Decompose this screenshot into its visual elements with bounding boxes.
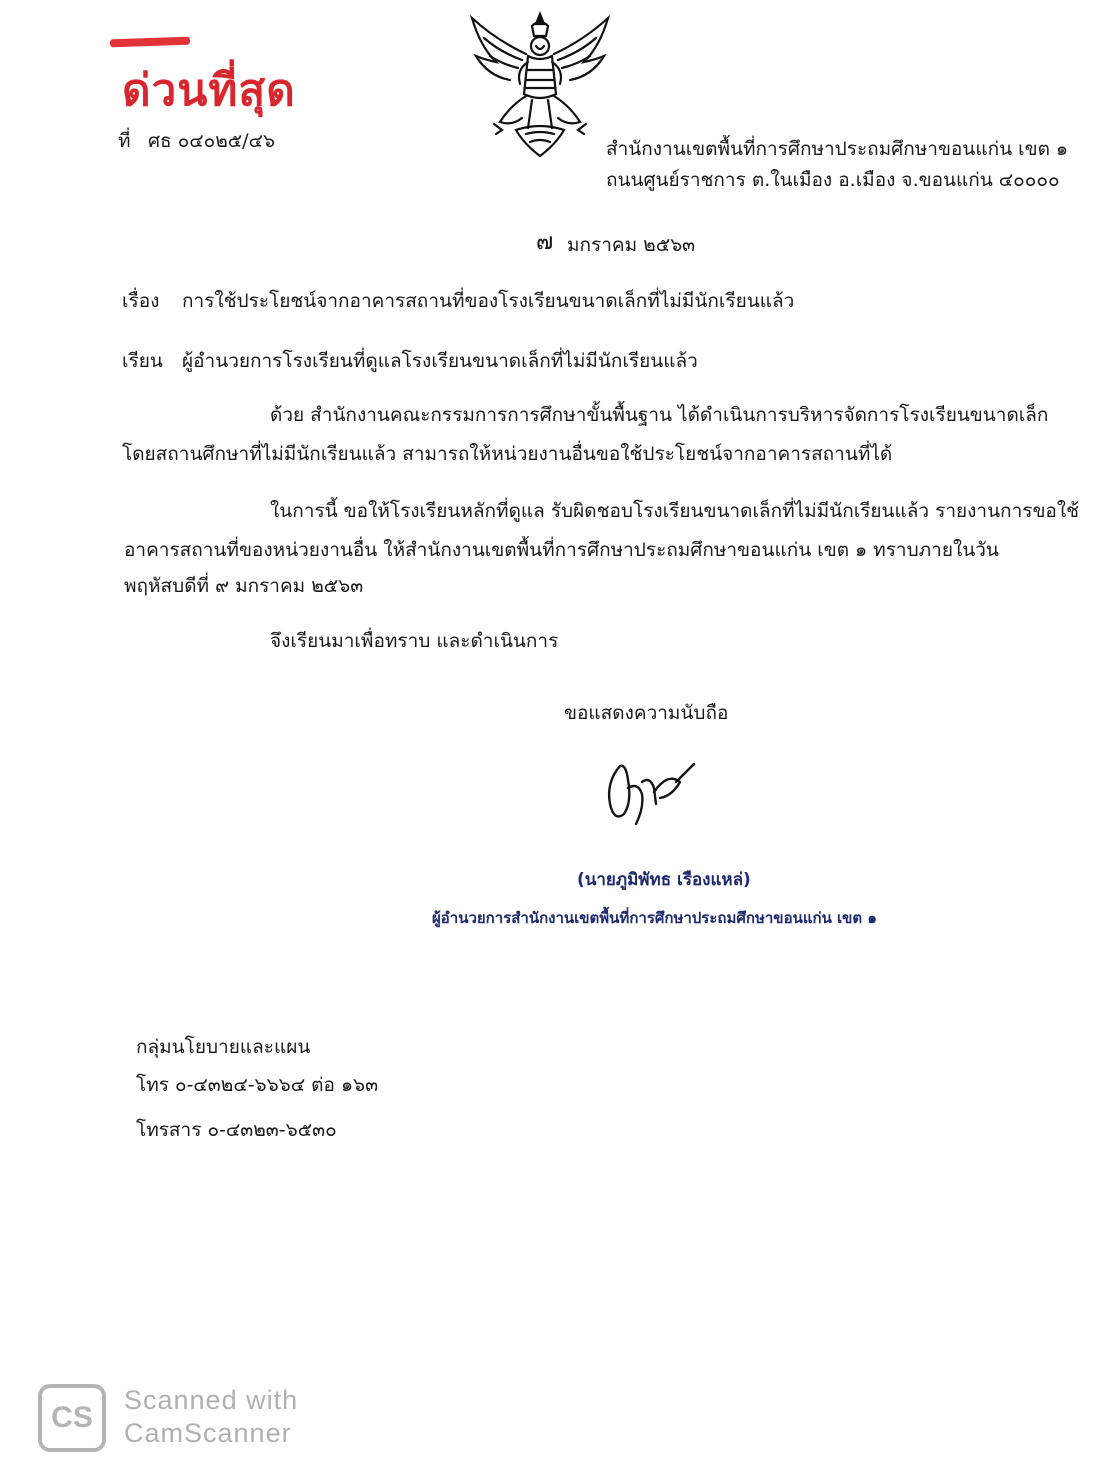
doc-number: ศธ ๐๔๐๒๕/๔๖	[148, 130, 276, 152]
body-paragraph-1-line-1: ด้วย สำนักงานคณะกรรมการการศึกษาขั้นพื้นฐาน ได้ดำเนินการบริหารจัดการโรงเรียนขนาดเล็ก	[270, 404, 1049, 426]
recipient-label: เรียน	[122, 350, 163, 372]
body-paragraph-2-line-1: ในการนี้ ขอให้โรงเรียนหลักที่ดูแล รับผิดชอบโรงเรียนขนาดเล็กที่ไม่มีนักเรียนแล้ว รายงานการขอใช้	[270, 500, 1080, 522]
subject-text: การใช้ประโยชน์จากอาคารสถานที่ของโรงเรียนขนาดเล็กที่ไม่มีนักเรียนแล้ว	[182, 290, 795, 312]
footer-fax: โทรสาร ๐-๔๓๒๓-๖๕๓๐	[136, 1119, 337, 1141]
camscanner-logo-icon: CS	[38, 1384, 106, 1452]
camscanner-watermark-line-2: CamScanner	[124, 1418, 292, 1448]
closing-salutation: ขอแสดงความนับถือ	[564, 702, 729, 724]
office-address: ถนนศูนย์ราชการ ต.ในเมือง อ.เมือง จ.ขอนแก่น ๔๐๐๐๐	[606, 169, 1060, 191]
recipient-text: ผู้อำนวยการโรงเรียนที่ดูแลโรงเรียนขนาดเล็กที่ไม่มีนักเรียนแล้ว	[182, 350, 698, 372]
camscanner-watermark-line-1: Scanned with	[124, 1385, 299, 1415]
body-paragraph-1-line-2: โดยสถานศึกษาที่ไม่มีนักเรียนแล้ว สามารถให้หน่วยงานอื่นขอใช้ประโยชน์จากอาคารสถานที่ได้	[122, 443, 893, 465]
date-day: ๗	[536, 229, 554, 255]
urgency-stamp: ด่วนที่สุด	[122, 65, 296, 116]
date-month-year: มกราคม ๒๕๖๓	[567, 234, 696, 256]
signer-name: (นายภูมิพัทธ เรืองแหล่)	[577, 870, 751, 890]
doc-number-prefix: ที่	[118, 130, 131, 152]
signature-mark	[598, 752, 718, 832]
camscanner-watermark	[124, 1384, 298, 1450]
body-paragraph-3: จึงเรียนมาเพื่อทราบ และดำเนินการ	[270, 630, 559, 652]
body-paragraph-2-line-3: พฤหัสบดีที่ ๙ มกราคม ๒๕๖๓	[124, 575, 364, 597]
office-name: สำนักงานเขตพื้นที่การศึกษาประถมศึกษาขอนแก่น เขต ๑	[606, 138, 1069, 160]
garuda-emblem-icon	[466, 10, 614, 162]
urgency-stamp-mark	[110, 37, 190, 48]
body-paragraph-2-line-2: อาคารสถานที่ของหน่วยงานอื่น ให้สำนักงานเขตพื้นที่การศึกษาประถมศึกษาขอนแก่น เขต ๑ ทราบภายในวัน	[124, 539, 999, 561]
footer-department: กลุ่มนโยบายและแผน	[136, 1036, 311, 1058]
footer-phone: โทร ๐-๔๓๒๔-๖๖๖๔ ต่อ ๑๖๓	[136, 1074, 379, 1096]
subject-label: เรื่อง	[122, 290, 160, 312]
signer-position: ผู้อำนวยการสำนักงานเขตพื้นที่การศึกษาประถมศึกษาขอนแก่น เขต ๑	[432, 909, 877, 927]
